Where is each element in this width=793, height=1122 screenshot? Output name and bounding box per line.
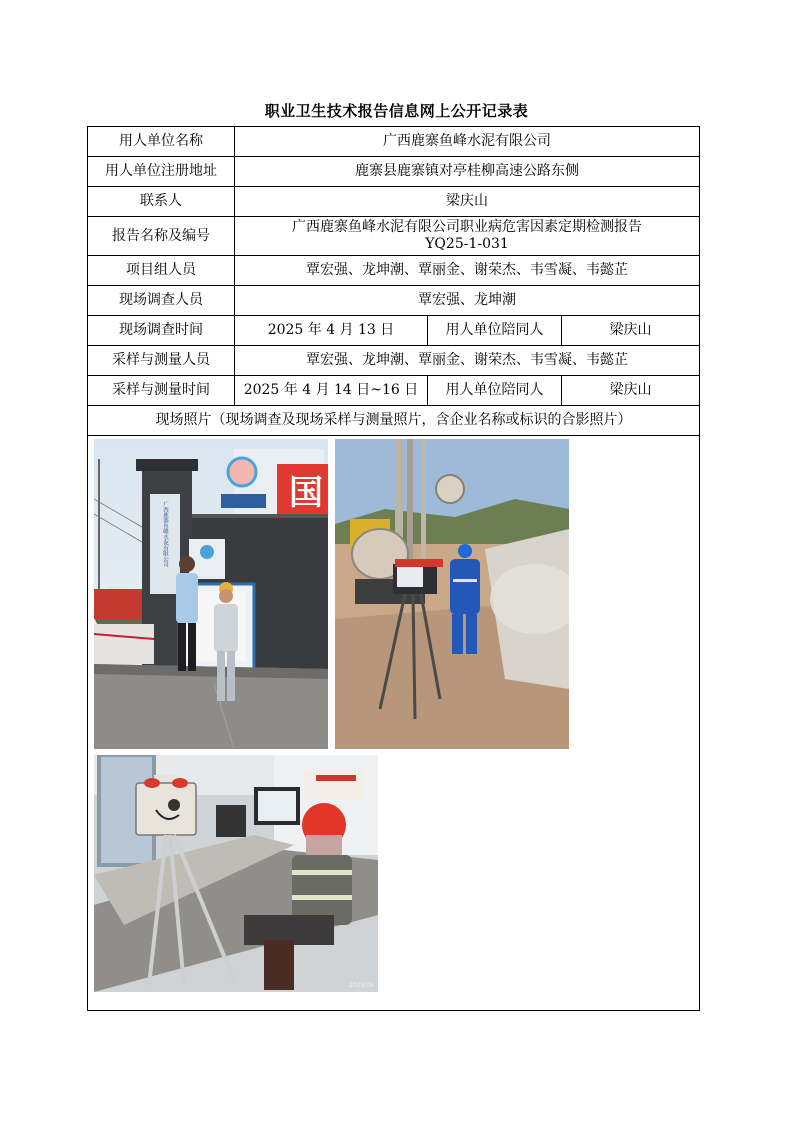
row-photos-header: [88, 406, 700, 436]
value-report: [235, 217, 700, 256]
label-sampling-escort: 用人单位陪同人: [428, 376, 562, 406]
row-contact: [88, 187, 700, 217]
label-project-members: 项目组人员: [88, 256, 235, 286]
photo-indoor-measurement: [94, 755, 378, 992]
label-contact: 联系人: [88, 187, 235, 217]
value-project-members: 覃宏强、龙坤潮、覃丽金、谢荣杰、韦雪凝、韦懿芷: [235, 256, 700, 286]
value-site-survey-staff: 覃宏强、龙坤潮: [235, 286, 700, 316]
gate-sign-text: 国: [289, 474, 323, 512]
row-sampling-staff: [88, 346, 700, 376]
row-photos: [88, 436, 700, 1011]
photo-timestamp: 2025/04: [349, 982, 374, 989]
photos-cell: [88, 436, 700, 1011]
row-sampling-time: [88, 376, 700, 406]
row-project-members: [88, 256, 700, 286]
report-name: 广西鹿寨鱼峰水泥有限公司职业病危害因素定期检测报告: [292, 219, 642, 235]
record-table: [87, 126, 700, 1011]
label-site-survey-staff: 现场调查人员: [88, 286, 235, 316]
value-sampling-staff: 覃宏强、龙坤潮、覃丽金、谢荣杰、韦雪凝、韦懿芷: [235, 346, 700, 376]
value-employer-name: 广西鹿寨鱼峰水泥有限公司: [235, 127, 700, 157]
row-site-survey-time: [88, 316, 700, 346]
label-survey-escort: 用人单位陪同人: [428, 316, 562, 346]
value-site-survey-time: 2025 年 4 月 13 日: [235, 316, 428, 346]
value-sampling-time: 2025 年 4 月 14 日~16 日: [235, 376, 428, 406]
row-registered-address: [88, 157, 700, 187]
photos-header: 现场照片（现场调查及现场采样与测量照片，含企业名称或标识的合影照片）: [88, 406, 700, 436]
label-sampling-staff: 采样与测量人员: [88, 346, 235, 376]
photo-company-gate: [94, 439, 328, 749]
label-report: 报告名称及编号: [88, 217, 235, 256]
value-survey-escort: 梁庆山: [562, 316, 700, 346]
label-sampling-time: 采样与测量时间: [88, 376, 235, 406]
report-number: YQ25-1-031: [425, 236, 509, 252]
value-registered-address: 鹿寨县鹿寨镇对亭桂柳高速公路东侧: [235, 157, 700, 187]
label-registered-address: 用人单位注册地址: [88, 157, 235, 187]
label-site-survey-time: 现场调查时间: [88, 316, 235, 346]
label-employer-name: 用人单位名称: [88, 127, 235, 157]
page-title: 职业卫生技术报告信息网上公开记录表: [264, 102, 529, 120]
photo-drill-site: [335, 439, 569, 749]
value-contact: 梁庆山: [235, 187, 700, 217]
row-report: [88, 217, 700, 256]
row-site-survey-staff: [88, 286, 700, 316]
gate-plaque-text: 广西鹿寨鱼峰水泥有限公司: [162, 501, 168, 567]
value-sampling-escort: 梁庆山: [562, 376, 700, 406]
row-employer-name: [88, 127, 700, 157]
